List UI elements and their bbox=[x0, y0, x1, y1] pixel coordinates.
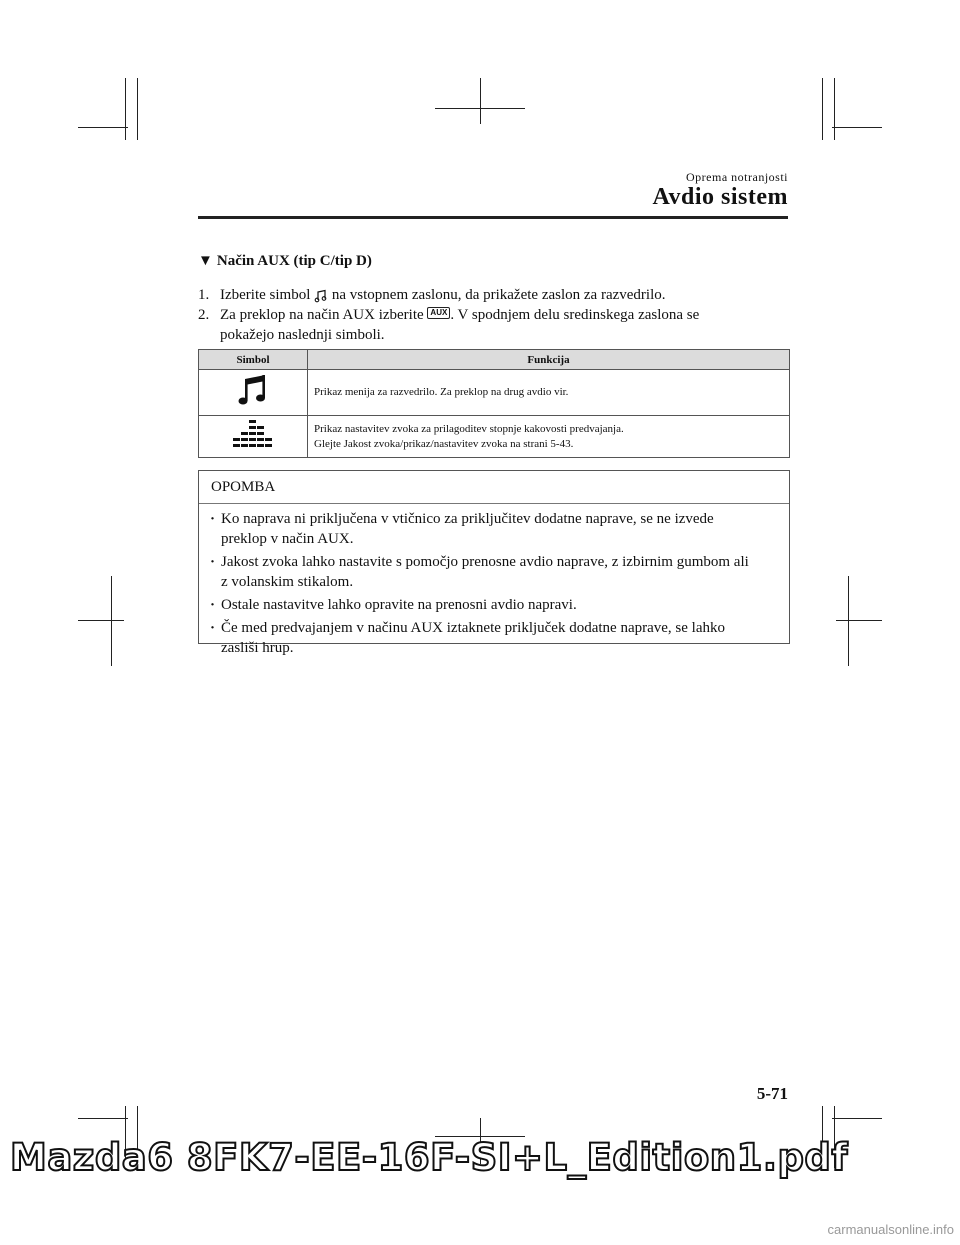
step-1 bbox=[198, 285, 666, 305]
section-label: Oprema notranjosti bbox=[686, 170, 788, 184]
note-divider bbox=[199, 503, 789, 504]
table-cell-function: Prikaz nastavitev zvoka za prilagoditev stopnje kakovosti predvajanja. Glejte Jakost zvoka/prikaz/nastavitev zvoka na strani 5-43. bbox=[308, 416, 790, 458]
subheading-text: Način AUX (tip C/tip D) bbox=[216, 253, 372, 269]
page-number: 5-71 bbox=[756, 1084, 788, 1103]
subheading bbox=[198, 253, 372, 270]
table-header-function: Funkcija bbox=[308, 350, 790, 370]
step-text: Izberite simbol bbox=[220, 287, 311, 303]
header-rule bbox=[198, 216, 788, 219]
watermark-link[interactable]: carmanualsonline.info bbox=[827, 1222, 954, 1237]
step-continuation: pokažejo naslednji simboli. bbox=[220, 327, 385, 343]
step-2 bbox=[198, 305, 699, 345]
list-item: · Ko naprava ni priključena v vtičnico za priključitev dodatne naprave, se ne izvede preklop v način AUX. bbox=[209, 509, 779, 549]
note-box bbox=[198, 470, 790, 656]
triangle-marker-icon: ▼ bbox=[198, 253, 213, 269]
step-number: 2. bbox=[198, 307, 210, 323]
footer-filename: Mazda6 8FK7-EE-16F-SI+L_Edition1.pdf bbox=[10, 1136, 849, 1179]
step-number: 1. bbox=[198, 287, 210, 303]
list-item: · Če med predvajanjem v načinu AUX iztaknete priključek dodatne naprave, se lahko zasliši hrup. bbox=[209, 618, 779, 658]
table-header-symbol: Simbol bbox=[199, 350, 308, 370]
table-cell-function: Prikaz menija za razvedrilo. Za preklop na drug avdio vir. bbox=[308, 370, 790, 416]
section-title: Avdio sistem bbox=[652, 184, 788, 210]
note-title: OPOMBA bbox=[211, 479, 276, 495]
table-header-row bbox=[199, 350, 790, 370]
table-row bbox=[199, 370, 790, 416]
table-cell-symbol bbox=[199, 416, 308, 458]
aux-icon: AUX bbox=[427, 307, 450, 319]
music-note-icon bbox=[236, 373, 270, 407]
equalizer-icon bbox=[233, 417, 273, 451]
note-list bbox=[209, 509, 779, 661]
list-item: · Ostale nastavitve lahko opravite na prenosni avdio napravi. bbox=[209, 595, 779, 615]
table-row bbox=[199, 416, 790, 458]
symbol-table bbox=[198, 349, 790, 458]
music-note-icon bbox=[314, 289, 328, 303]
step-text: Za preklop na način AUX izberite bbox=[220, 307, 424, 323]
list-item: · Jakost zvoka lahko nastavite s pomočjo prenosne avdio naprave, z izbirnim gumbom ali z volanskim stikalom. bbox=[209, 552, 779, 592]
step-text: na vstopnem zaslonu, da prikažete zaslon za razvedrilo. bbox=[331, 287, 666, 303]
step-text: . V spodnjem delu sredinskega zaslona se bbox=[450, 307, 700, 323]
table-cell-symbol bbox=[199, 370, 308, 416]
